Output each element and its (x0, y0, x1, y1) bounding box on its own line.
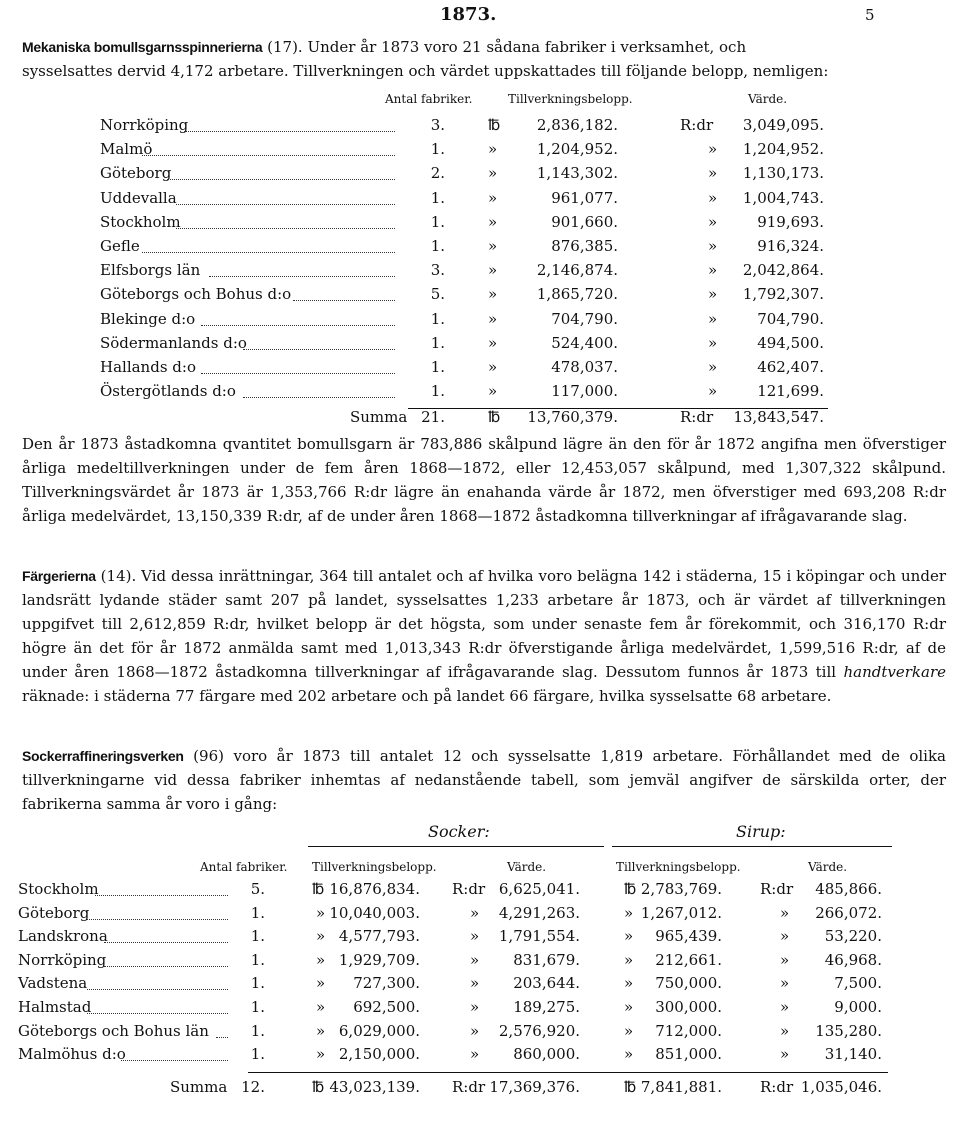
t1-row-varde: 1,130,173. (742, 164, 824, 183)
t1-row-fabriker: 1. (430, 333, 445, 352)
t1-row-vunit: » (708, 309, 718, 328)
t2-summa-r-belopp: 7,841,881. (640, 1078, 722, 1096)
t2-row-fabriker: 1. (250, 974, 265, 993)
t1-row-vunit: » (708, 333, 718, 352)
t2-row-s-vunit: R:dr (452, 880, 486, 898)
leader-dots (142, 252, 395, 253)
section1-intro-line2: sysselsattes dervid 4,172 arbetare. Tillverkningen och värdet uppskattades till följande belopp, nemligen: (22, 62, 829, 80)
page-number: 5 (865, 6, 875, 24)
t1-row-fabriker: 1. (430, 188, 445, 207)
t2-row-r-unit: » (624, 974, 634, 993)
t2-row-name: Göteborgs och Bohus län (18, 1021, 209, 1040)
t1-row-vunit: » (708, 212, 718, 231)
t2-row-s-vunit: » (470, 1045, 480, 1064)
leader-dots (216, 1037, 228, 1038)
t1-header-varde: Värde. (748, 92, 788, 106)
leader-dots (184, 131, 395, 132)
t2-row-s-vunit: » (470, 927, 480, 946)
leader-dots (201, 373, 395, 374)
t2-row-s-vunit: » (470, 974, 480, 993)
leader-dots (167, 179, 395, 180)
t2-group-socker: Socker: (428, 822, 490, 841)
t2-row-r-unit: ℔ (624, 880, 637, 898)
t1-row-unit: ℔ (488, 116, 501, 134)
t2-header-fabriker: Antal fabriker. (200, 860, 288, 874)
leader-dots (243, 397, 395, 398)
t1-row-unit: » (488, 261, 498, 280)
t2-row-fabriker: 1. (250, 998, 265, 1016)
t1-row-belopp: 1,865,720. (536, 285, 618, 304)
section2-body-a: (14). Vid dessa inrättningar, 364 till antalet och af hvilka voro belägna 142 i städerna, 15 i köpingar och under landsrätt lydande städer samt 207 på landet, sysselsattes 1,233 arbetare år 1873, och är värdet af tillverkningen uppgifvet till 2,612,859 R:dr, hvilket belopp är det högsta, som under senaste fem år förekommit, och 316,170 R:dr högre än det för år 1872 anmälda samt med 1,013,343 R:dr öfverstigande årliga medelvärdet, 1,599,516 R:dr, af de under åren 1868—1872 åstadkomna tillverkningar af ifrågavarande slag. Dessutom funnos år 1873 till (22, 567, 946, 681)
t1-row-name: Hallands d:o (100, 358, 196, 376)
t2-row-r-belopp: 750,000. (655, 974, 722, 993)
t1-row-varde: 2,042,864. (742, 261, 824, 280)
t2-row-name: Göteborg (18, 903, 90, 922)
t1-row-name: Blekinge d:o (100, 309, 196, 328)
t1-row-varde: 1,004,743. (742, 188, 824, 207)
t1-row-unit: » (488, 358, 498, 376)
t2-row-r-belopp: 712,000. (655, 1021, 722, 1040)
leader-dots (87, 989, 228, 990)
t2-row-fabriker: 1. (250, 950, 265, 969)
leader-dots (176, 228, 395, 229)
t2-row-r-unit: » (624, 927, 634, 946)
t1-row-varde: 1,792,307. (742, 285, 824, 304)
t1-row-unit: » (488, 237, 498, 255)
t1-row-belopp: 876,385. (551, 237, 618, 255)
t2-row-name: Norrköping (18, 950, 107, 969)
t1-row-varde: 3,049,095. (742, 116, 824, 134)
t2-row-name: Landskrona (18, 927, 108, 946)
t2-row-r-varde: 31,140. (824, 1045, 882, 1064)
section1-title: Mekaniska bomullsgarnsspinnerierna (22, 39, 263, 55)
section1-intro (22, 38, 746, 56)
t1-header-fabriker: Antal fabriker. (385, 92, 473, 106)
t1-summa-unit: ℔ (488, 408, 501, 426)
t2-row-fabriker: 1. (250, 927, 265, 946)
t1-row-fabriker: 1. (430, 237, 445, 255)
t1-row-unit: » (488, 188, 498, 207)
t2-row-s-varde: 860,000. (513, 1045, 580, 1064)
t1-row-belopp: 961,077. (551, 188, 618, 207)
t2-row-name: Stockholm (18, 880, 99, 898)
leader-dots (121, 1060, 228, 1061)
t2-row-s-vunit: » (470, 998, 480, 1016)
t1-row-belopp: 117,000. (551, 382, 618, 401)
leader-dots (95, 895, 228, 896)
t2-row-s-varde: 4,291,263. (498, 903, 580, 922)
t2-row-r-unit: » (624, 950, 634, 969)
t1-row-belopp: 1,143,302. (536, 164, 618, 183)
t2-row-r-varde: 135,280. (815, 1021, 882, 1040)
t1-row-vunit: » (708, 188, 718, 207)
section2-title: Färgerierna (22, 568, 96, 584)
t1-row-fabriker: 3. (430, 116, 445, 134)
t2-summa-s-vunit: R:dr (452, 1078, 486, 1096)
t1-row-fabriker: 2. (430, 164, 445, 183)
section2-body-b: räknade: i städerna 77 färgare med 202 arbetare och på landet 66 färgare, hvilka sysselsatte 68 arbetare. (22, 687, 832, 705)
t2-row-s-vunit: » (470, 950, 480, 969)
t1-row-varde: 919,693. (757, 212, 824, 231)
t1-row-fabriker: 1. (430, 382, 445, 401)
t2-row-r-vunit: » (780, 927, 790, 946)
t2-row-s-belopp: 692,500. (353, 998, 420, 1016)
t2-row-s-unit: » (316, 998, 326, 1016)
t1-row-name: Södermanlands d:o (100, 333, 247, 352)
t2-row-s-varde: 1,791,554. (498, 927, 580, 946)
t2-row-r-vunit: » (780, 903, 790, 922)
t2-summa-s-varde: 17,369,376. (489, 1078, 580, 1096)
leader-dots (201, 325, 395, 326)
section1-intro-line1: Under år 1873 voro 21 sådana fabriker i verksamhet, och (307, 38, 747, 56)
t1-row-fabriker: 5. (430, 285, 445, 304)
t2-row-fabriker: 1. (250, 1021, 265, 1040)
t2-row-s-unit: » (316, 927, 326, 946)
t2-row-name: Vadstena (18, 974, 88, 993)
t2-row-r-varde: 53,220. (824, 927, 882, 946)
t2-header-r-belopp: Tillverkningsbelopp. (616, 860, 741, 874)
leader-dots (87, 919, 228, 920)
t1-row-fabriker: 1. (430, 140, 445, 159)
t1-row-unit: » (488, 333, 498, 352)
leader-dots (104, 942, 228, 943)
leader-dots (209, 276, 395, 277)
t1-summa-belopp: 13,760,379. (527, 408, 618, 426)
t1-summa-label: Summa (350, 408, 408, 426)
t1-row-fabriker: 1. (430, 358, 445, 376)
t2-row-r-belopp: 212,661. (655, 950, 722, 969)
t2-row-r-belopp: 965,439. (655, 927, 722, 946)
t2-group-rule-sirup (612, 846, 892, 847)
t2-row-name: Malmöhus d:o (18, 1045, 126, 1064)
t2-row-r-belopp: 851,000. (655, 1045, 722, 1064)
t1-row-vunit: » (708, 140, 718, 159)
t2-row-s-unit: ℔ (312, 880, 325, 898)
t2-row-s-varde: 6,625,041. (498, 880, 580, 898)
leader-dots (87, 1013, 228, 1014)
t1-row-name: Malmö (100, 140, 153, 159)
t2-row-r-varde: 9,000. (834, 998, 882, 1016)
t2-summa-s-unit: ℔ (312, 1078, 325, 1096)
t1-header-belopp: Tillverkningsbelopp. (508, 92, 633, 106)
t2-row-r-varde: 266,072. (815, 903, 882, 922)
leader-dots (142, 155, 395, 156)
t2-row-s-unit: » (316, 974, 326, 993)
t2-row-s-unit: » (316, 1045, 326, 1064)
t1-row-vunit: » (708, 261, 718, 280)
t1-row-belopp: 2,146,874. (536, 261, 618, 280)
t2-row-s-belopp: 1,929,709. (338, 950, 420, 969)
t1-row-belopp: 2,836,182. (536, 116, 618, 134)
t2-row-s-varde: 831,679. (513, 950, 580, 969)
t2-summa-s-belopp: 43,023,139. (329, 1078, 420, 1096)
t2-row-s-unit: » (316, 903, 326, 922)
t2-row-r-belopp: 2,783,769. (640, 880, 722, 898)
t2-row-r-unit: » (624, 1021, 634, 1040)
t1-row-fabriker: 1. (430, 212, 445, 231)
t2-header-s-belopp: Tillverkningsbelopp. (312, 860, 437, 874)
leader-dots (176, 204, 395, 205)
t1-summa-fabriker: 21. (421, 408, 445, 426)
t2-row-s-unit: » (316, 950, 326, 969)
t1-row-vunit: » (708, 237, 718, 255)
t2-row-r-vunit: » (780, 974, 790, 993)
t1-row-varde: 704,790. (757, 309, 824, 328)
t1-row-name: Elfsborgs län (100, 261, 201, 280)
t2-row-r-varde: 485,866. (815, 880, 882, 898)
t2-summa-fabriker: 12. (241, 1078, 265, 1096)
t1-row-name: Göteborg (100, 164, 172, 183)
t2-row-r-vunit: » (780, 1045, 790, 1064)
t2-row-fabriker: 1. (250, 1045, 265, 1064)
t1-row-unit: » (488, 382, 498, 401)
t2-row-r-unit: » (624, 1045, 634, 1064)
t2-row-s-belopp: 4,577,793. (338, 927, 420, 946)
t2-summa-label: Summa (170, 1078, 228, 1096)
t2-row-r-vunit: » (780, 998, 790, 1016)
section3-body: (96) voro år 1873 till antalet 12 och sysselsatte 1,819 arbetare. Förhållandet med de olika tillverkningarne vid dessa fabriker inhemtas af nedanstående tabell, som jemväl angifver de särskilda orter, der fabrikerna samma år voro i gång: (22, 747, 946, 813)
paragraph-fargerierna (22, 564, 946, 708)
t2-row-fabriker: 5. (250, 880, 265, 898)
t1-row-belopp: 1,204,952. (536, 140, 618, 159)
section1-count: (17). (267, 38, 303, 56)
t2-row-r-vunit: » (780, 950, 790, 969)
t1-row-varde: 916,324. (757, 237, 824, 255)
t1-row-name: Gefle (100, 237, 140, 255)
t2-row-r-belopp: 300,000. (655, 998, 722, 1016)
t1-row-belopp: 901,660. (551, 212, 618, 231)
leader-dots (104, 966, 228, 967)
leader-dots (243, 349, 395, 350)
t1-row-unit: » (488, 309, 498, 328)
t1-row-varde: 462,407. (757, 358, 824, 376)
t2-row-r-unit: » (624, 903, 634, 922)
t2-header-s-varde: Värde. (507, 860, 547, 874)
t1-row-unit: » (488, 140, 498, 159)
t1-row-unit: » (488, 285, 498, 304)
running-head-year: 1873. (440, 4, 497, 25)
t2-group-rule-socker (308, 846, 604, 847)
t1-row-fabriker: 1. (430, 309, 445, 328)
t1-row-belopp: 478,037. (551, 358, 618, 376)
t2-row-s-belopp: 16,876,834. (329, 880, 420, 898)
t2-row-s-unit: » (316, 1021, 326, 1040)
leader-dots (293, 300, 395, 301)
t1-summa-varde: 13,843,547. (733, 408, 824, 426)
t1-row-belopp: 704,790. (551, 309, 618, 328)
t2-row-r-belopp: 1,267,012. (640, 903, 722, 922)
t2-summa-r-unit: ℔ (624, 1078, 637, 1096)
t2-header-r-varde: Värde. (808, 860, 848, 874)
t2-summa-r-varde: 1,035,046. (800, 1078, 882, 1096)
t1-row-name: Norrköping (100, 116, 189, 134)
t1-row-name: Östergötlands d:o (100, 382, 236, 401)
t2-row-r-vunit: » (780, 1021, 790, 1040)
t2-row-s-belopp: 727,300. (353, 974, 420, 993)
t1-row-fabriker: 3. (430, 261, 445, 280)
t1-row-belopp: 524,400. (551, 333, 618, 352)
t1-row-vunit: » (708, 285, 718, 304)
t1-row-name: Uddevalla (100, 188, 177, 207)
t1-row-name: Stockholm (100, 212, 181, 231)
t2-sum-rule (248, 1072, 888, 1073)
t2-row-name: Halmstad (18, 998, 92, 1016)
t1-row-name: Göteborgs och Bohus d:o (100, 285, 292, 304)
t2-row-s-varde: 189,275. (513, 998, 580, 1016)
t2-group-sirup: Sirup: (736, 822, 786, 841)
section2-italic: handtverkare (843, 663, 946, 681)
t2-row-r-varde: 7,500. (834, 974, 882, 993)
t1-row-varde: 1,204,952. (742, 140, 824, 159)
t2-row-fabriker: 1. (250, 903, 265, 922)
t2-row-s-belopp: 2,150,000. (338, 1045, 420, 1064)
t1-row-vunit: » (708, 382, 718, 401)
t2-row-r-varde: 46,968. (824, 950, 882, 969)
t1-row-varde: 494,500. (757, 333, 824, 352)
t2-row-r-vunit: R:dr (760, 880, 794, 898)
t2-row-s-vunit: » (470, 903, 480, 922)
t1-row-vunit: » (708, 164, 718, 183)
t2-row-s-varde: 2,576,920. (498, 1021, 580, 1040)
paragraph-sockerraffinering (22, 744, 946, 816)
section3-title: Sockerraffineringsverken (22, 748, 184, 764)
t1-row-vunit: » (708, 358, 718, 376)
t2-row-s-belopp: 6,029,000. (338, 1021, 420, 1040)
t2-row-r-unit: » (624, 998, 634, 1016)
t1-summa-vunit: R:dr (680, 408, 714, 426)
t1-row-unit: » (488, 164, 498, 183)
paragraph-bomull-summary: Den år 1873 åstadkomna qvantitet bomullsgarn är 783,886 skålpund lägre än den för år 1872 angifna men öfverstiger årliga medeltillverkningen under de fem åren 1868—1872, eller 12,453,057 skålpund, med 1,307,322 skålpund. Tillverkningsvärdet år 1873 är 1,353,766 R:dr lägre än enahanda värde år 1872, men öfverstiger med 693,208 R:dr årliga medelvärdet, 13,150,339 R:dr, af de under åren 1868—1872 åstadkomna tillverkningar af ifrågavarande slag. (22, 435, 946, 525)
t2-row-s-varde: 203,644. (513, 974, 580, 993)
t2-row-s-belopp: 10,040,003. (329, 903, 420, 922)
t2-summa-r-vunit: R:dr (760, 1078, 794, 1096)
t2-row-s-vunit: » (470, 1021, 480, 1040)
t1-row-vunit: R:dr (680, 116, 714, 134)
t1-row-varde: 121,699. (757, 382, 824, 401)
t1-row-unit: » (488, 212, 498, 231)
